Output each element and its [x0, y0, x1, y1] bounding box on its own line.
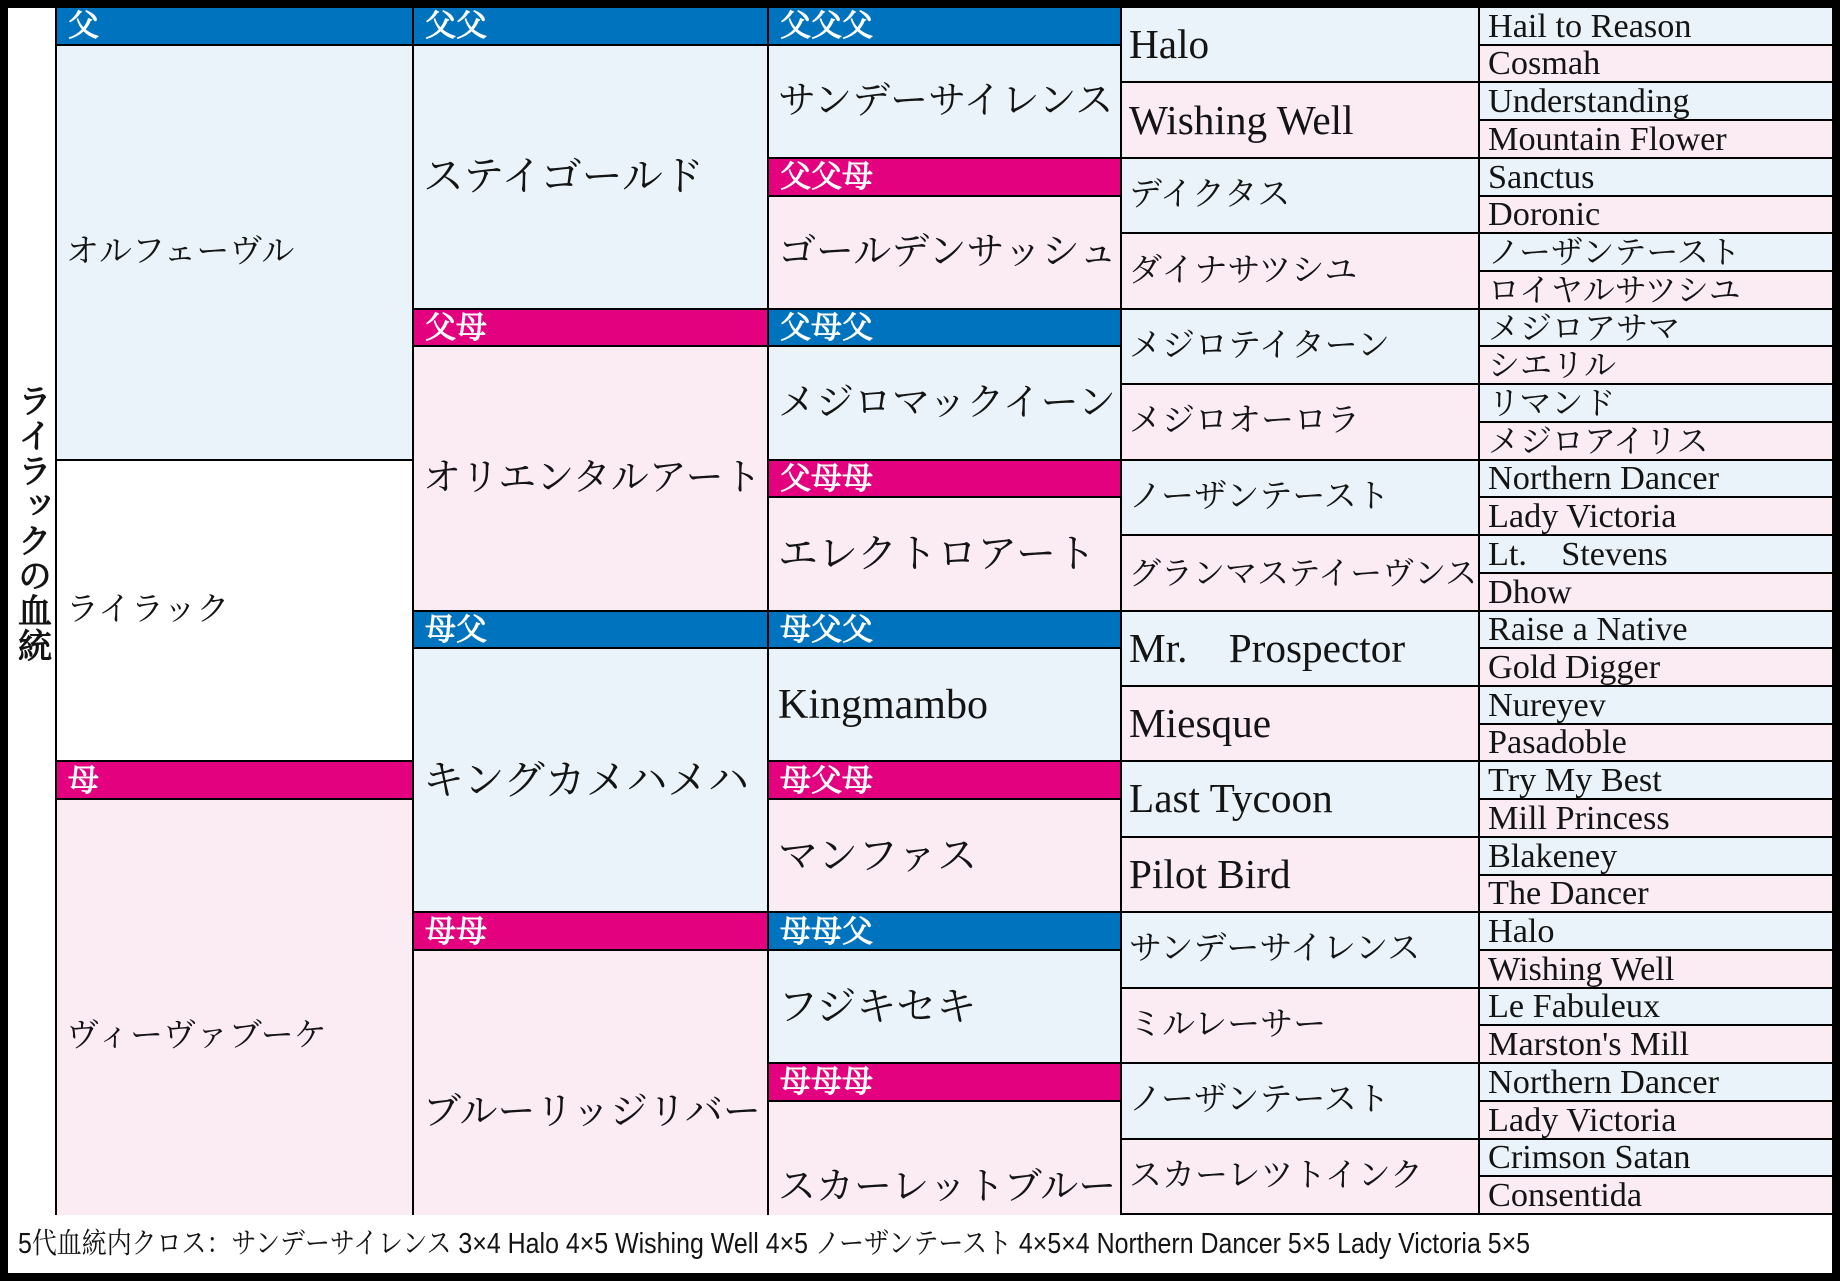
gen4-name-0 — [1122, 8, 1478, 81]
gen3-header-5-label: 母父母 — [780, 762, 873, 798]
gen4-name-4-label: メジロテイターン — [1129, 327, 1391, 364]
gen5-name-11 — [1480, 423, 1832, 459]
gen5-name-13-label: Lady Victoria — [1488, 498, 1677, 535]
inbreeding-cross-note — [8, 1215, 1832, 1273]
gen5-name-11-label: メジロアイリス — [1488, 422, 1709, 459]
gen5-name-3 — [1480, 121, 1832, 157]
gen4-name-8-label: Mr. Prospector — [1129, 624, 1406, 671]
gen3-header-6 — [769, 913, 1120, 949]
gen3-name-6-label: フジキセキ — [778, 983, 977, 1029]
gen4-name-1 — [1122, 83, 1478, 156]
pedigree-grid — [8, 8, 1832, 1273]
gen5-name-16 — [1480, 612, 1832, 648]
gen5-name-25-label: Wishing Well — [1488, 950, 1675, 987]
gen5-name-2-label: Understanding — [1488, 83, 1690, 120]
gen4-name-9 — [1122, 687, 1478, 760]
gen4-name-8 — [1122, 612, 1478, 685]
gen5-name-10-label: リマンド — [1488, 385, 1616, 421]
gen5-name-15-label: Dhow — [1488, 573, 1572, 610]
gen5-name-27-label: Marston's Mill — [1488, 1026, 1690, 1063]
gen3-header-5 — [769, 762, 1120, 798]
gen3-name-0 — [769, 46, 1120, 157]
gen3-header-4 — [769, 612, 1120, 648]
gen1-dam-header — [57, 762, 412, 798]
gen2-header-3 — [414, 913, 767, 949]
gen5-name-21-label: Mill Princess — [1488, 800, 1670, 836]
gen5-name-24-label: Halo — [1488, 913, 1555, 949]
gen5-name-2 — [1480, 83, 1832, 119]
gen4-name-5 — [1122, 385, 1478, 458]
gen5-name-19 — [1480, 725, 1832, 761]
gen3-name-0-label: サンデーサイレンス — [778, 80, 1114, 123]
gen4-name-6 — [1122, 461, 1478, 534]
gen2-header-1-label: 父母 — [425, 310, 487, 346]
gen5-name-14-label: Lt. Stevens — [1488, 536, 1668, 572]
gen2-name-0 — [414, 46, 767, 308]
gen5-name-16-label: Raise a Native — [1488, 611, 1688, 648]
gen1-dam-header-label: 母 — [68, 762, 99, 798]
gen5-name-7 — [1480, 272, 1832, 308]
gen3-header-2-label: 父母父 — [780, 310, 873, 346]
subject-name — [57, 461, 412, 761]
gen5-name-28 — [1480, 1064, 1832, 1100]
gen5-name-29-label: Lady Victoria — [1488, 1101, 1677, 1138]
gen2-name-1-label: オリエンタルアート — [423, 457, 762, 500]
gen5-name-18 — [1480, 687, 1832, 723]
gen4-name-12-label: サンデーサイレンス — [1129, 931, 1421, 968]
gen5-name-15 — [1480, 574, 1832, 610]
gen1-sire-header — [57, 8, 412, 44]
gen4-name-1-label: Wishing Well — [1129, 96, 1354, 143]
gen2-header-3-label: 母母 — [425, 913, 487, 949]
gen3-name-5-label: マンファス — [778, 832, 978, 878]
gen5-name-30-label: Crimson Satan — [1488, 1139, 1691, 1176]
gen5-name-30 — [1480, 1140, 1832, 1176]
gen3-header-0-label: 父父父 — [780, 8, 873, 44]
subject-name-label: ライラック — [66, 592, 230, 628]
gen1-sire-name — [57, 46, 412, 459]
gen4-name-14-label: ノーザンテースト — [1129, 1082, 1390, 1119]
gen5-name-5-label: Doronic — [1488, 196, 1601, 233]
gen5-name-9 — [1480, 347, 1832, 383]
gen3-header-1-label: 父父母 — [780, 159, 873, 195]
gen5-name-23-label: The Dancer — [1488, 875, 1649, 912]
gen5-name-1 — [1480, 46, 1832, 82]
gen4-name-0-label: Halo — [1129, 21, 1210, 68]
gen2-header-2-label: 母父 — [425, 611, 487, 647]
gen4-name-7 — [1122, 536, 1478, 609]
gen4-name-14 — [1122, 1064, 1478, 1137]
gen5-name-22-label: Blakeney — [1488, 837, 1618, 874]
gen3-header-3 — [769, 461, 1120, 497]
gen5-name-9-label: シエリル — [1488, 347, 1617, 384]
gen5-name-31-label: Consentida — [1488, 1177, 1643, 1213]
gen3-name-7-label: スカーレットブルー — [778, 1166, 1117, 1209]
gen2-name-2 — [414, 649, 767, 911]
gen5-name-29 — [1480, 1102, 1832, 1138]
inbreeding-cross-note-label: 5代血統内クロス：サンデーサイレンス 3×4 Halo 4×5 Wishing Well 4×5 ノーザンテースト 4×5×4 Northern Dancer 5×5 Lady Victoria 5×5 — [18, 1227, 1531, 1260]
gen5-name-10 — [1480, 385, 1832, 421]
gen5-name-25 — [1480, 951, 1832, 987]
gen5-name-4-label: Sanctus — [1488, 158, 1595, 195]
gen3-header-7 — [769, 1064, 1120, 1100]
gen4-name-13-label: ミルレーサー — [1129, 1006, 1327, 1043]
gen4-name-2-label: デイクタス — [1129, 177, 1291, 214]
gen5-name-5 — [1480, 197, 1832, 233]
gen5-name-17-label: Gold Digger — [1488, 649, 1661, 685]
gen3-name-3-label: エレクトロアート — [778, 530, 1096, 576]
gen2-header-2 — [414, 612, 767, 648]
gen5-name-22 — [1480, 838, 1832, 874]
gen2-name-2-label: キングカメハメハ — [423, 756, 749, 803]
gen2-header-0-label: 父父 — [425, 8, 487, 44]
gen5-name-8-label: メジロアサマ — [1488, 309, 1681, 346]
gen2-header-1 — [414, 310, 767, 346]
gen3-header-3-label: 父母母 — [780, 460, 873, 496]
gen5-name-8 — [1480, 310, 1832, 346]
gen5-name-7-label: ロイヤルサツシユ — [1488, 272, 1741, 308]
gen5-name-3-label: Mountain Flower — [1488, 121, 1727, 157]
gen3-name-2-label: メジロマックイーン — [778, 382, 1116, 425]
gen2-header-0 — [414, 8, 767, 44]
gen4-name-11-label: Pilot Bird — [1129, 850, 1291, 897]
gen1-sire-name-label: オルフェーヴル — [66, 233, 295, 270]
gen5-name-4 — [1480, 159, 1832, 195]
gen3-header-6-label: 母母父 — [780, 913, 873, 949]
gen1-dam-name-label: ヴィーヴァブーケ — [66, 1018, 327, 1055]
gen3-name-3 — [769, 498, 1120, 609]
gen5-name-28-label: Northern Dancer — [1488, 1064, 1719, 1100]
gen5-name-20 — [1480, 762, 1832, 798]
gen5-name-6-label: ノーザンテースト — [1488, 234, 1741, 271]
gen5-name-14 — [1480, 536, 1832, 572]
gen2-name-3-label: ブルーリッジリバー — [423, 1090, 761, 1133]
gen2-name-1 — [414, 347, 767, 609]
gen3-header-4-label: 母父父 — [780, 611, 873, 647]
gen4-name-7-label: グランマステイーヴンス — [1129, 554, 1478, 591]
gen5-name-0-label: Hail to Reason — [1488, 8, 1692, 44]
gen5-name-19-label: Pasadoble — [1488, 724, 1627, 761]
gen4-name-13 — [1122, 989, 1478, 1062]
gen5-name-0 — [1480, 8, 1832, 44]
gen5-name-17 — [1480, 649, 1832, 685]
gen1-dam-name — [57, 800, 412, 1273]
gen4-name-6-label: ノーザンテースト — [1129, 478, 1390, 515]
gen5-name-1-label: Cosmah — [1488, 45, 1601, 82]
gen3-name-4 — [769, 649, 1120, 760]
pedigree-vertical-title — [8, 8, 55, 1273]
gen5-name-20-label: Try My Best — [1488, 762, 1662, 799]
gen3-name-1 — [769, 197, 1120, 308]
gen4-name-4 — [1122, 310, 1478, 383]
gen5-name-12-label: Northern Dancer — [1488, 460, 1719, 497]
gen4-name-10 — [1122, 762, 1478, 835]
gen3-header-0 — [769, 8, 1120, 44]
gen5-name-24 — [1480, 913, 1832, 949]
gen4-name-11 — [1122, 838, 1478, 911]
gen2-name-0-label: ステイゴールド — [423, 153, 704, 200]
gen4-name-2 — [1122, 159, 1478, 232]
gen4-name-3-label: ダイナサツシユ — [1129, 252, 1358, 289]
gen5-name-12 — [1480, 461, 1832, 497]
gen3-header-2 — [769, 310, 1120, 346]
gen3-name-4-label: Kingmambo — [778, 681, 988, 728]
gen5-name-18-label: Nureyev — [1488, 686, 1606, 723]
gen3-name-5 — [769, 800, 1120, 911]
gen5-name-13 — [1480, 498, 1832, 534]
gen4-name-3 — [1122, 234, 1478, 307]
gen3-name-1-label: ゴールデンサッシュ — [778, 231, 1117, 274]
gen4-name-15-label: スカーレツトインク — [1129, 1157, 1424, 1194]
pedigree-vertical-title-label: ライラックの血統 — [12, 383, 51, 663]
gen5-name-23 — [1480, 876, 1832, 912]
gen4-name-10-label: Last Tycoon — [1129, 775, 1333, 822]
gen3-header-1 — [769, 159, 1120, 195]
gen3-name-2 — [769, 347, 1120, 458]
gen4-name-12 — [1122, 913, 1478, 986]
gen5-name-6 — [1480, 234, 1832, 270]
gen3-header-7-label: 母母母 — [780, 1064, 873, 1100]
gen4-name-15 — [1122, 1140, 1478, 1213]
gen3-name-6 — [769, 951, 1120, 1062]
gen5-name-21 — [1480, 800, 1832, 836]
gen4-name-5-label: メジロオーロラ — [1129, 403, 1360, 440]
gen1-sire-header-label: 父 — [68, 8, 99, 44]
gen5-name-26 — [1480, 989, 1832, 1025]
gen5-name-26-label: Le Fabuleux — [1488, 988, 1661, 1025]
gen4-name-9-label: Miesque — [1129, 700, 1272, 747]
gen5-name-31 — [1480, 1177, 1832, 1213]
gen5-name-27 — [1480, 1026, 1832, 1062]
